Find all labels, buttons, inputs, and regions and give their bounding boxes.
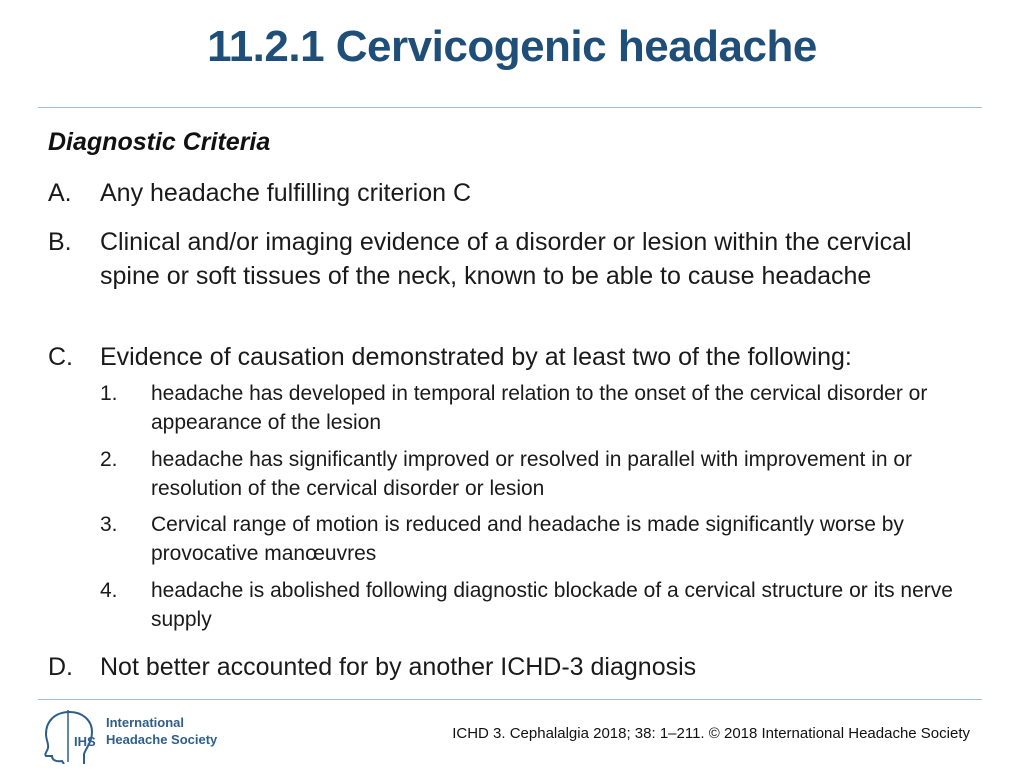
criterion-text: Evidence of causation demonstrated by at least two of the following:: [100, 343, 852, 371]
slide-title: 11.2.1 Cervicogenic headache: [207, 22, 817, 71]
criterion-text: Any headache fulfilling criterion C: [100, 179, 472, 207]
criterion-letter: D.: [48, 653, 73, 681]
criterion-letter: A.: [48, 179, 72, 207]
subcriterion-number: 4.: [100, 579, 118, 602]
logo-text: [106, 714, 217, 748]
subcriterion-text: headache is abolished following diagnostic blockade of a cervical structure or its nerve supply: [151, 579, 953, 631]
criterion-text: Clinical and/or imaging evidence of a disorder or lesion within the cervical spine or soft tissues of the neck, known to be able to cause headache: [100, 228, 912, 290]
subcriterion-text: headache has significantly improved or resolved in parallel with improvement in or resolution of the cervical disorder or lesion: [151, 448, 913, 500]
citation: ICHD 3. Cephalalgia 2018; 38: 1–211. © 2018 International Headache Society: [452, 725, 970, 742]
subcriterion-number: 3.: [100, 513, 118, 536]
logo-mark: IHS: [74, 734, 96, 749]
ihs-logo: [40, 708, 230, 764]
subcriterion-text: headache has developed in temporal relation to the onset of the cervical disorder or appearance of the lesion: [151, 382, 928, 434]
subcriterion-number: 2.: [100, 448, 118, 471]
bottom-divider: [38, 699, 982, 700]
subcriterion-2: [100, 445, 980, 503]
criterion-a: [48, 176, 978, 210]
criterion-letter: C.: [48, 343, 73, 371]
logo-line-1: International: [106, 715, 185, 730]
subcriterion-3: [100, 510, 980, 568]
subcriterion-4: [100, 576, 980, 634]
top-divider: [38, 107, 982, 108]
subcriterion-number: 1.: [100, 382, 118, 405]
criterion-letter: B.: [48, 228, 72, 256]
subcriterion-text: Cervical range of motion is reduced and headache is made significantly worse by provocative manœuvres: [151, 513, 904, 565]
section-subtitle: Diagnostic Criteria: [48, 128, 271, 156]
criterion-text: Not better accounted for by another ICHD-3 diagnosis: [100, 653, 697, 681]
criterion-b: [48, 225, 978, 293]
subcriterion-1: [100, 379, 980, 437]
logo-line-2: Headache Society: [106, 732, 218, 747]
head-profile-icon: [40, 708, 102, 764]
criterion-c: [48, 340, 978, 374]
criterion-d: [48, 650, 978, 684]
